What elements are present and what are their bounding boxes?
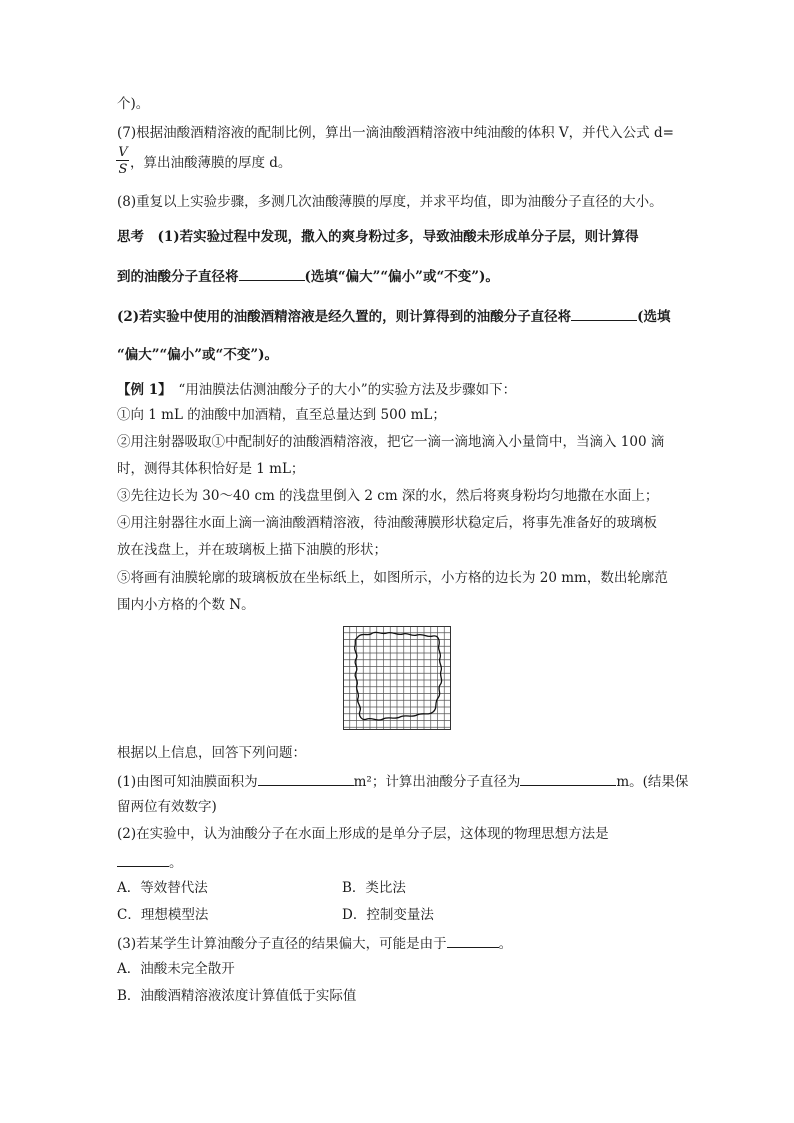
text-segment: (3)若某学生计算油酸分子直径的结果偏大，可能是由于	[117, 936, 447, 952]
oil-film-grid-figure	[343, 626, 451, 734]
step-5: ⑤将画有油膜轮廓的玻璃板放在坐标纸上，如图所示，小方格的边长为 20 mm，数出轮廓范	[117, 570, 668, 586]
grid-paper-svg	[343, 626, 451, 730]
fraction-denominator: S	[118, 162, 128, 177]
option-d[interactable]: D．控制变量法	[342, 907, 434, 923]
example-label: 【例 1】	[117, 382, 165, 398]
question-2: (2)在实验中，认为油酸分子在水面上形成的是单分子层，这体现的物理思想方法是	[117, 826, 609, 842]
step-2: ②用注射器吸取①中配制好的油酸酒精溶液，把它一滴一滴地滴入小量筒中，当滴入 100 滴	[117, 434, 665, 450]
answer-blank[interactable]	[258, 771, 354, 786]
text-line: 根据以上信息，回答下列问题：	[117, 745, 306, 761]
text-segment: “用油膜法估测油酸分子的大小”的实验方法及步骤如下：	[178, 382, 517, 398]
question-2-cont	[117, 852, 183, 872]
fraction-numerator: V	[118, 145, 128, 160]
option-c[interactable]: C．理想模型法	[117, 907, 209, 923]
step-2-cont: 时，测得其体积恰好是 1 mL；	[117, 461, 305, 477]
answer-blank[interactable]	[571, 306, 637, 321]
answer-blank[interactable]	[520, 771, 616, 786]
text-segment: 到的油酸分子直径将	[117, 269, 239, 285]
fraction-bar	[116, 160, 129, 161]
text-line: (8)重复以上实验步骤，多测几次油酸薄膜的厚度，并求平均值，即为油酸分子直径的大小。	[117, 194, 663, 210]
option-b[interactable]: B．油酸酒精溶液浓度计算值低于实际值	[117, 988, 357, 1004]
answer-blank[interactable]	[239, 266, 305, 281]
text-segment: 。	[169, 855, 183, 871]
text-line: “偏大”“偏小”或“不变”)。	[117, 347, 278, 363]
question-think-1-cont	[117, 266, 499, 286]
answer-blank[interactable]	[117, 852, 169, 867]
text-segment: m²；计算出油酸分子直径为	[353, 774, 521, 790]
step-4-cont: 放在浅盘上，并在玻璃板上描下油膜的形状；	[117, 542, 387, 558]
text-line: (7)根据油酸酒精溶液的配制比例，算出一滴油酸酒精溶液中纯油酸的体积 V，并代入公式 d=	[117, 125, 674, 141]
step-3: ③先往边长为 30～40 cm 的浅盘里倒入 2 cm 深的水，然后将爽身粉均匀地撒在水面上；	[117, 488, 659, 504]
option-b[interactable]: B．类比法	[342, 880, 406, 896]
text-segment: 。	[498, 936, 513, 952]
question-think-1: 思考 (1)若实验过程中发现，撒入的爽身粉过多，导致油酸未形成单分子层，则计算得	[117, 229, 639, 245]
text-segment: (选填“偏大”“偏小”或“不变”)。	[304, 269, 499, 285]
text-segment: (1)由图可知油膜面积为	[117, 774, 258, 790]
answer-blank[interactable]	[447, 933, 499, 948]
question-1	[117, 771, 688, 791]
example-heading	[117, 381, 516, 399]
question-3	[117, 933, 512, 953]
text-segment: (2)若实验中使用的油酸酒精溶液是经久置的，则计算得到的油酸分子直径将	[117, 309, 572, 325]
text-line: 个)。	[117, 96, 150, 112]
text-segment: (选填	[637, 309, 671, 325]
text-line: ，算出油酸薄膜的厚度 d。	[130, 155, 292, 171]
step-1: ①向 1 mL 的油酸中加酒精，直至总量达到 500 mL；	[117, 407, 446, 423]
question-1-cont: 留两位有效数字)	[117, 799, 217, 815]
question-think-2	[117, 306, 671, 326]
option-a[interactable]: A．等效替代法	[117, 880, 208, 896]
step-4: ④用注射器往水面上滴一滴油酸酒精溶液，待油酸薄膜形状稳定后，将事先准备好的玻璃板	[117, 515, 657, 531]
step-5-cont: 围内小方格的个数 N。	[117, 597, 255, 613]
option-a[interactable]: A．油酸未完全散开	[117, 961, 235, 977]
text-segment: m。(结果保	[616, 774, 689, 790]
